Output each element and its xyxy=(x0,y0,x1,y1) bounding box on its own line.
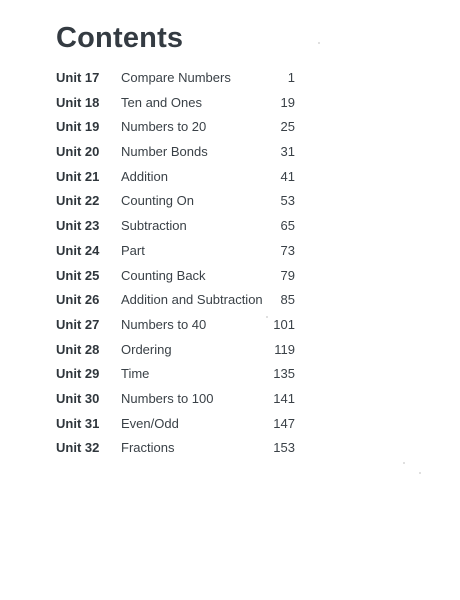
toc-unit-title: Ten and Ones xyxy=(121,94,202,110)
toc-row xyxy=(56,313,296,338)
toc-page-number: 1 xyxy=(287,70,295,85)
table-of-contents xyxy=(56,66,296,461)
toc-row xyxy=(56,387,296,412)
toc-unit-label: Unit 18 xyxy=(56,94,100,110)
scan-speck xyxy=(266,316,268,318)
toc-page-number: 41 xyxy=(280,168,295,184)
toc-page-number: 153 xyxy=(273,440,295,456)
toc-page-number: 65 xyxy=(280,218,295,234)
toc-unit-title: Numbers to 20 xyxy=(121,119,207,135)
toc-unit-label: Unit 32 xyxy=(56,440,100,456)
toc-page-number: 135 xyxy=(273,366,295,382)
toc-unit-label: Unit 30 xyxy=(56,390,100,406)
toc-unit-label: Unit 19 xyxy=(56,119,100,135)
toc-row xyxy=(56,436,296,461)
toc-unit-label: Unit 20 xyxy=(56,144,100,160)
toc-page-number: 25 xyxy=(280,119,295,135)
toc-unit-title: Fractions xyxy=(121,440,175,456)
toc-unit-label: Unit 27 xyxy=(56,316,100,332)
toc-row xyxy=(56,66,296,91)
toc-unit-label: Unit 21 xyxy=(56,168,100,184)
toc-unit-label: Unit 26 xyxy=(56,292,100,308)
toc-page-number: 119 xyxy=(274,341,295,357)
toc-row xyxy=(56,189,296,214)
toc-row xyxy=(56,362,296,387)
toc-row xyxy=(56,140,296,165)
toc-page-number: 85 xyxy=(280,292,295,308)
toc-unit-title: Numbers to 100 xyxy=(121,390,214,406)
toc-unit-title: Even/Odd xyxy=(121,415,179,431)
page-title: Contents xyxy=(56,22,184,54)
toc-unit-label: Unit 28 xyxy=(56,341,100,357)
toc-row xyxy=(56,115,296,140)
toc-unit-label: Unit 17 xyxy=(56,70,100,85)
toc-row xyxy=(56,214,296,239)
toc-unit-title: Subtraction xyxy=(121,218,187,234)
toc-page-number: 141 xyxy=(273,390,295,406)
toc-row xyxy=(56,264,296,289)
scan-speck xyxy=(403,462,405,464)
toc-unit-title: Addition and Subtraction xyxy=(121,292,263,308)
toc-page-number: 79 xyxy=(280,267,295,283)
scan-speck xyxy=(419,472,421,474)
toc-unit-label: Unit 23 xyxy=(56,218,100,234)
toc-page-number: 73 xyxy=(280,242,295,258)
toc-unit-title: Number Bonds xyxy=(121,144,208,160)
toc-row xyxy=(56,338,296,363)
toc-unit-title: Addition xyxy=(121,168,168,184)
toc-unit-label: Unit 24 xyxy=(56,242,100,258)
toc-page-number: 147 xyxy=(273,415,295,431)
toc-unit-title: Time xyxy=(121,366,150,382)
scan-speck xyxy=(318,42,320,44)
toc-page-number: 19 xyxy=(280,94,295,110)
toc-row xyxy=(56,412,296,437)
toc-row xyxy=(56,165,296,190)
toc-unit-title: Counting On xyxy=(121,193,194,209)
toc-page-number: 31 xyxy=(280,144,295,160)
toc-unit-title: Counting Back xyxy=(121,267,206,283)
toc-unit-title: Numbers to 40 xyxy=(121,316,207,332)
toc-page-number: 53 xyxy=(280,193,295,209)
toc-unit-label: Unit 22 xyxy=(56,193,100,209)
toc-unit-label: Unit 25 xyxy=(56,267,100,283)
toc-page-number: 101 xyxy=(273,316,295,332)
toc-unit-label: Unit 31 xyxy=(56,415,100,431)
toc-unit-title: Part xyxy=(121,242,145,258)
toc-unit-title: Compare Numbers xyxy=(121,70,231,85)
toc-row xyxy=(56,288,296,313)
toc-unit-title: Ordering xyxy=(121,341,172,357)
toc-row xyxy=(56,239,296,264)
toc-row xyxy=(56,91,296,116)
toc-unit-label: Unit 29 xyxy=(56,366,100,382)
